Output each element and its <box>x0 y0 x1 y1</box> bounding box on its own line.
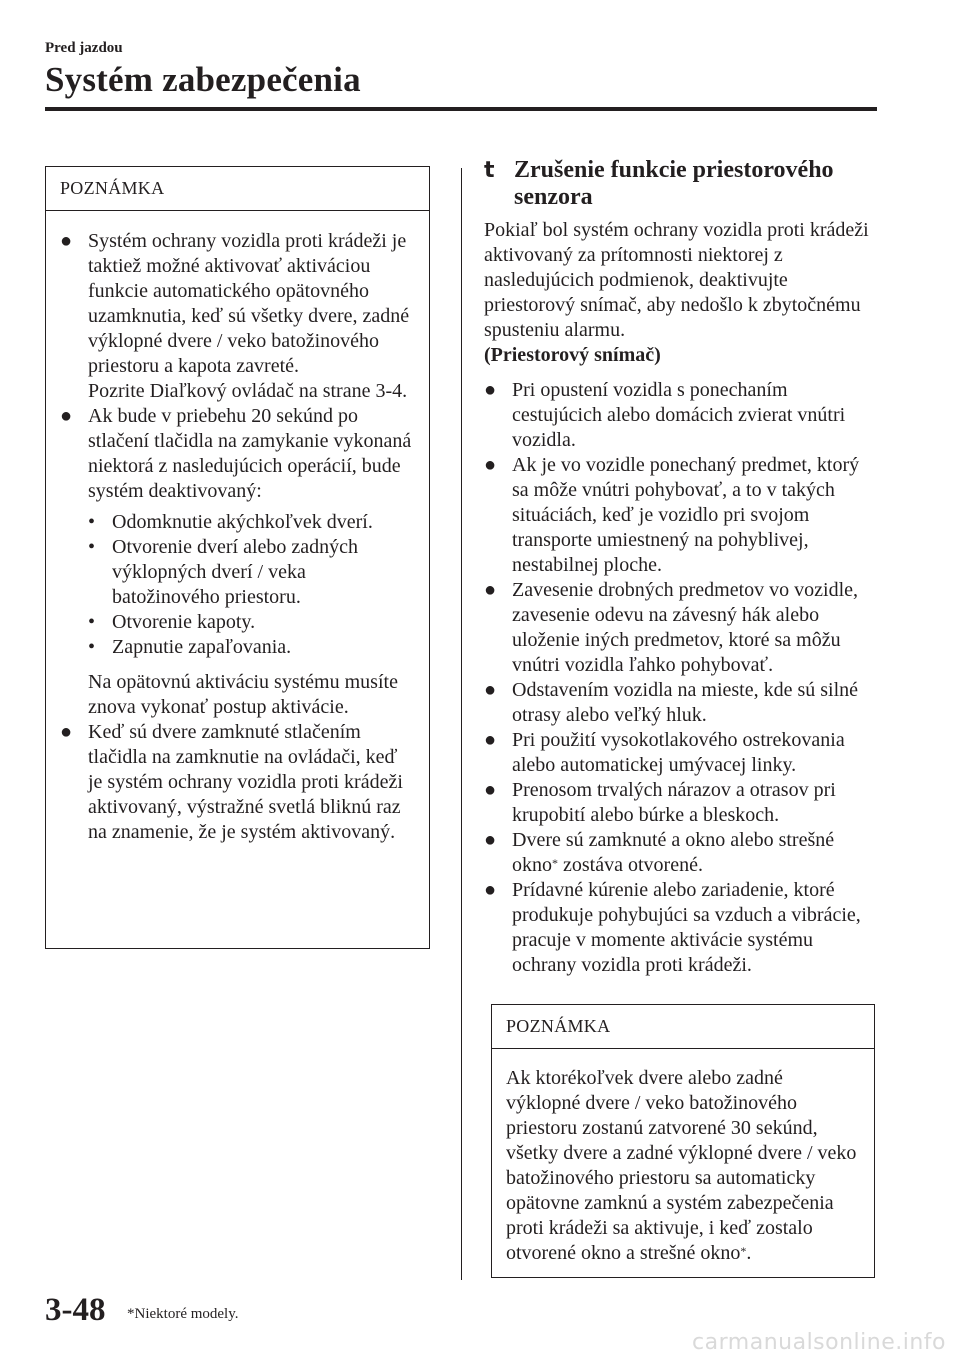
list-item: ● Prídavné kúrenie alebo zariadenie, ktoré produkuje pohybujúci sa vzduch a vibrácie, pracuje v momente aktivácie systému ochrany vozidla proti krádeži. <box>484 879 861 976</box>
column-divider <box>461 168 462 1280</box>
note-body <box>46 211 429 845</box>
cross-reference: Pozrite Diaľkový ovládač na strane 3-4. <box>88 380 408 402</box>
bullet-icon: ● <box>484 729 497 751</box>
list-item-text: Ak bude v priebehu 20 sekúnd po stlačení tlačidla na zamykanie vykonaná niektorá z nasledujúcich operácií, bude systém deaktivovaný: <box>88 405 412 502</box>
note-box-left <box>45 166 430 949</box>
dot-icon: • <box>88 611 96 633</box>
section-label: Pred jazdou <box>45 40 123 56</box>
dot-icon: • <box>88 636 96 658</box>
list-item-text: Keď sú dvere zamknuté stlačením tlačidla na zamknutie na ovládači, keď je systém ochrany vozidla proti krádeži aktivovaný, výstražné svetlá bliknú raz na znamenie, že je systém aktivovaný. <box>88 721 403 843</box>
section-heading-text: Zrušenie funkcie priestorového senzora <box>514 157 834 210</box>
list-item: ● Ak je vo vozidle ponechaný predmet, ktorý sa môže vnútri pohybovať, a to v takých situáciách, keď je vozidlo pri svojom transporte umiestnený na pohyblivej, nestabilnej ploche. <box>484 454 860 576</box>
list-item: ● Pri použití vysokotlakového ostrekovania alebo automatickej umývacej linky. <box>484 729 845 776</box>
list-item: ● Prenosom trvalých nárazov a otrasov pri krupobití alebo búrke a bleskoch. <box>484 779 836 826</box>
bullet-icon: ● <box>484 829 497 851</box>
sub-list-item: • Otvorenie dverí alebo zadných výklopných dverí / veka batožinového priestoru. <box>88 536 359 608</box>
right-body <box>484 218 876 978</box>
list-item <box>60 720 415 845</box>
page-number: 3-48 <box>45 1292 106 1328</box>
section-heading <box>484 157 876 211</box>
bullet-icon: ● <box>60 405 73 427</box>
note-body: Ak ktorékoľvek dvere alebo zadné výklopné dvere / veko batožinového priestoru zostanú zatvorené 30 sekúnd, všetky dvere a zadné výklopné dvere / veko batožinového priestoru sa automaticky opätovne zamknú a systém zabezpečenia proti krádeži sa aktivuje, i keď zostalo otvorené okno a strešné okno*. <box>506 1067 857 1264</box>
sub-list-item: • Zapnutie zapaľovania. <box>88 636 292 658</box>
list-item: ● Odstavením vozidla na mieste, kde sú silné otrasy alebo veľký hluk. <box>484 679 859 726</box>
note-text: Ak ktorékoľvek dvere alebo zadné výklopné dvere / veko batožinového priestoru zostanú zatvorené 30 sekúnd, všetky dvere a zadné výklopné dvere / veko batožinového priestoru sa automaticky opätovne zamknú a systém zabezpečenia proti krádeži sa aktivuje, i keď zostalo otvorené okno a strešné okno <box>506 1067 857 1264</box>
footnote-star: * <box>552 856 558 870</box>
note-heading: POZNÁMKA <box>46 167 429 211</box>
bullet-icon: ● <box>484 454 497 476</box>
list-item <box>60 404 415 504</box>
intro-bold: (Priestorový snímač) <box>484 344 661 366</box>
note-heading: POZNÁMKA <box>492 1005 874 1049</box>
bullet-icon: ● <box>484 879 497 901</box>
list-item <box>60 229 415 379</box>
page-title: Systém zabezpečenia <box>45 60 361 99</box>
title-rule <box>45 107 877 111</box>
watermark: carmanualsonline.info <box>692 1330 946 1355</box>
intro-paragraph: Pokiaľ bol systém ochrany vozidla proti krádeži aktivovaný za prítomnosti niektorej z nasledujúcich podmienok, deaktivujte priestorový snímač, aby nedošlo k zbytočnému spusteniu alarmu. <box>484 219 869 341</box>
bullet-icon: ● <box>484 579 497 601</box>
bullet-icon: ● <box>60 230 73 252</box>
dot-icon: • <box>88 536 96 558</box>
list-item-text: Systém ochrany vozidla proti krádeži je taktiež možné aktivovať aktiváciou funkcie automatického opätovného uzamknutia, keď sú všetky dvere, zadné výklopné dvere / veko batožinového priestoru a kapota zavreté. <box>88 230 410 377</box>
dot-icon: • <box>88 511 96 533</box>
list-item: ● Pri opustení vozidla s ponechaním cestujúcich alebo domácich zvierat vnútri vozidla. <box>484 379 846 451</box>
follow-text: Na opätovnú aktiváciu systému musíte znova vykonať postup aktivácie. <box>88 671 398 718</box>
sub-list-item: • Otvorenie kapoty. <box>88 611 256 633</box>
footnote: *Niektoré modely. <box>127 1306 239 1322</box>
bullet-icon: ● <box>484 379 497 401</box>
bullet-icon: ● <box>60 721 73 743</box>
bullet-icon: ● <box>484 679 497 701</box>
list-item: ● Zavesenie drobných predmetov vo vozidle, zavesenie odevu na závesný hák alebo uloženie iných predmetov, ktoré sa môžu vnútri vozidla ľahko pohybovať. <box>484 579 858 676</box>
note-box-right <box>491 1004 875 1278</box>
footnote-star: * <box>740 1244 747 1258</box>
list-item: ● Dvere sú zamknuté a okno alebo strešné okno* zostáva otvorené. <box>484 829 835 876</box>
heading-marker-icon: t <box>484 158 495 183</box>
bullet-icon: ● <box>484 779 497 801</box>
sub-list-item: • Odomknutie akýchkoľvek dverí. <box>88 511 373 533</box>
